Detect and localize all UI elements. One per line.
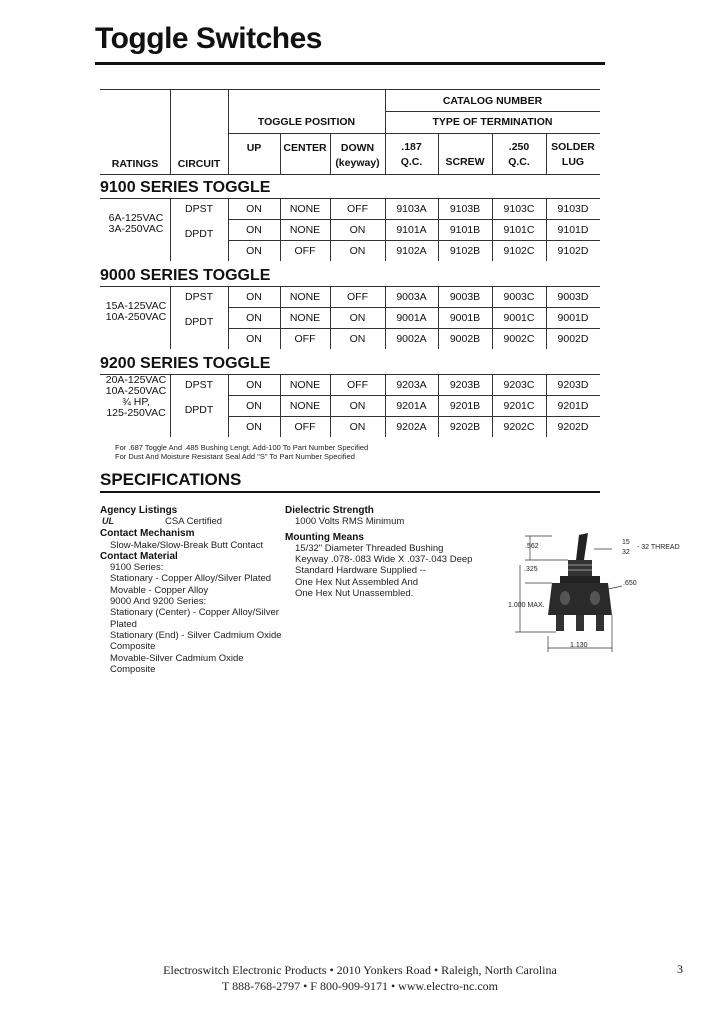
catalog-number-cell: 9102A: [396, 245, 427, 257]
catalog-number-cell: 9203C: [503, 379, 535, 391]
rating-value: 15A-125VAC: [105, 300, 167, 312]
dim-650: .650: [623, 580, 637, 587]
contact-material-line: Stationary - Copper Alloy/Silver Plated: [110, 573, 272, 585]
position-cell: OFF: [294, 333, 316, 345]
circuit-cell: DPDT: [184, 404, 214, 416]
footer-address: Electroswitch Electronic Products • 2010 Yonkers Road • Raleigh, North Carolina: [163, 963, 557, 977]
catalog-number-cell: 9103A: [396, 203, 427, 215]
catalog-number-cell: 9101A: [396, 224, 427, 236]
catalog-number-cell: 9202D: [557, 421, 589, 433]
dim-line: [604, 586, 622, 590]
catalog-number-cell: 9101B: [449, 224, 481, 236]
position-cell: ON: [246, 421, 262, 433]
rating-value: 125-250VAC: [106, 407, 166, 419]
series-title: 9000 SERIES TOGGLE: [100, 267, 271, 284]
position-cell: NONE: [289, 379, 321, 391]
mounting-line: 15/32" Diameter Threaded Bushing: [295, 542, 444, 554]
dielectric-value: 1000 Volts RMS Minimum: [295, 516, 405, 528]
position-cell: NONE: [289, 291, 321, 303]
series-rule: [100, 374, 600, 375]
position-cell: ON: [349, 421, 366, 433]
position-cell: ON: [349, 224, 366, 236]
catalog-number-cell: 9003D: [557, 291, 589, 303]
ratings-header: RATINGS: [111, 158, 159, 170]
catalog-number-cell: 9202B: [449, 421, 481, 433]
circuit-cell: DPDT: [184, 228, 214, 240]
position-cell: ON: [246, 203, 262, 215]
dim-562: .562: [525, 543, 539, 550]
termination-header: TYPE OF TERMINATION: [432, 116, 553, 128]
catalog-number-cell: 9201C: [503, 400, 535, 412]
body-detail: [560, 591, 570, 605]
circuit-cell: DPST: [184, 203, 213, 215]
note: For .687 Toggle And .485 Bushing Lengt. Add-100 To Part Number Specified: [115, 443, 369, 452]
catalog-number-cell: 9003B: [449, 291, 481, 303]
center-header: CENTER: [283, 142, 327, 154]
solder-header-2: LUG: [561, 156, 585, 168]
contact-material-line: Movable-Silver Cadmium Oxide Composite: [110, 652, 244, 675]
dim-thread-b: 32: [622, 549, 630, 556]
mounting-line: Keyway .078-.083 Wide X .037-.043 Deep: [295, 554, 473, 566]
screw-header: SCREW: [445, 156, 485, 168]
contact-material-line: Stationary (Center) - Copper Alloy/Silver Plated: [110, 607, 279, 630]
position-cell: NONE: [289, 203, 321, 215]
solder-header: SOLDER: [551, 141, 595, 153]
qc187-header: .187: [401, 141, 422, 153]
catalog-rule: [385, 111, 600, 112]
position-cell: OFF: [294, 245, 316, 257]
qc250-header: .250: [508, 141, 530, 153]
spec-left-column: [100, 505, 290, 675]
catalog-number-cell: 9003C: [503, 291, 535, 303]
catalog-number-cell: 9001A: [396, 312, 427, 324]
position-cell: ON: [246, 224, 262, 236]
position-cell: OFF: [347, 291, 368, 303]
catalog-number-cell: 9001C: [503, 312, 535, 324]
catalog-number-cell: 9102B: [449, 245, 481, 257]
dim-thread-a: 15: [622, 539, 630, 546]
page-title: Toggle Switches: [95, 22, 322, 55]
catalog-number-cell: 9101C: [503, 224, 535, 236]
series-rule: [100, 286, 600, 287]
position-cell: NONE: [289, 312, 321, 324]
title-rule: [95, 62, 605, 65]
csa-certified: CSA Certified: [165, 516, 223, 528]
circuit-cell: DPST: [184, 291, 213, 303]
rating-value: ¾ HP,: [122, 396, 150, 408]
catalog-number-cell: 9103B: [449, 203, 481, 215]
note: For Dust And Moisture Resistant Seal Add "S" To Part Number Specified: [115, 452, 355, 461]
position-cell: ON: [246, 400, 262, 412]
hex-nut: [560, 576, 600, 583]
row-rule: [228, 240, 600, 241]
position-cell: OFF: [294, 421, 316, 433]
row-rule: [228, 219, 600, 220]
rating-value: 10A-250VAC: [105, 385, 167, 397]
footer: [0, 962, 720, 994]
specifications-heading: SPECIFICATIONS: [100, 470, 242, 489]
page-number: 3: [677, 962, 683, 976]
table-top-rule: [100, 89, 600, 90]
col-divider: [228, 89, 229, 174]
terminal: [576, 615, 584, 631]
position-cell: ON: [349, 312, 366, 324]
position-cell: ON: [246, 245, 262, 257]
row-rule: [228, 328, 600, 329]
catalog-number-cell: 9002C: [503, 333, 535, 345]
rating-value: 10A-250VAC: [105, 311, 167, 323]
down-header: DOWN: [340, 142, 375, 154]
catalog-number-header: CATALOG NUMBER: [442, 95, 543, 107]
position-cell: ON: [246, 333, 262, 345]
rating-value: 20A-125VAC: [105, 374, 167, 386]
catalog-number-cell: 9201D: [557, 400, 589, 412]
catalog-number-cell: 9002A: [396, 333, 427, 345]
toggle-lever: [576, 533, 588, 560]
contact-material-line: Movable - Copper Alloy: [110, 584, 209, 596]
position-cell: NONE: [289, 400, 321, 412]
agency-heading: Agency Listings: [100, 505, 178, 516]
catalog-number-cell: 9203A: [396, 379, 427, 391]
catalog-number-cell: 9001D: [557, 312, 589, 324]
catalog-number-cell: 9202A: [396, 421, 427, 433]
series-title: 9100 SERIES TOGGLE: [100, 179, 271, 196]
bushing: [568, 560, 592, 578]
position-cell: ON: [349, 245, 366, 257]
mounting-heading: Mounting Means: [285, 531, 364, 543]
header-bottom-rule: [100, 174, 600, 175]
position-cell: ON: [246, 291, 262, 303]
qc250-header-2: Q.C.: [508, 156, 530, 168]
catalog-number-cell: 9102D: [557, 245, 589, 257]
catalog-number-cell: 9202C: [503, 421, 535, 433]
ul-logo: UL: [102, 516, 114, 527]
series-title: 9200 SERIES TOGGLE: [100, 355, 271, 372]
series-rule: [100, 198, 600, 199]
dim-325: .325: [524, 566, 538, 573]
dim-thread: - 32 THREAD: [637, 544, 680, 551]
circuit-cell: DPDT: [184, 316, 214, 328]
spec-rule: [100, 491, 600, 493]
row-rule: [228, 416, 600, 417]
keyway-header: (keyway): [335, 157, 380, 169]
position-cell: ON: [349, 333, 366, 345]
catalog-number-cell: 9102C: [503, 245, 535, 257]
dim-width: 1.130: [570, 642, 588, 649]
spec-right-column: [285, 505, 515, 599]
catalog-number-cell: 9002D: [557, 333, 589, 345]
mounting-line: Standard Hardware Supplied --: [295, 565, 426, 577]
table-notes: [115, 443, 368, 461]
catalog-number-cell: 9101D: [557, 224, 589, 236]
catalog-number-cell: 9001B: [449, 312, 481, 324]
up-header: UP: [246, 142, 262, 154]
terminal: [556, 615, 564, 631]
circuit-header: CIRCUIT: [177, 158, 221, 170]
toggle-position-header: TOGGLE POSITION: [257, 116, 356, 128]
contact-mechanism: Slow-Make/Slow-Break Butt Contact: [110, 539, 264, 551]
catalog-number-cell: 9201A: [396, 400, 427, 412]
switch-body: [548, 583, 612, 615]
position-cell: OFF: [347, 203, 368, 215]
contact-material-line: Stationary (End) - Silver Cadmium Oxide Composite: [110, 629, 282, 653]
mounting-line: One Hex Nut Assembled And: [295, 576, 419, 588]
body-detail: [590, 591, 600, 605]
rating-value: 3A-250VAC: [108, 223, 164, 235]
position-cell: NONE: [289, 224, 321, 236]
position-cell: OFF: [347, 379, 368, 391]
catalog-number-cell: 9103D: [557, 203, 589, 215]
circuit-cell: DPST: [184, 379, 213, 391]
catalog-number-cell: 9103C: [503, 203, 535, 215]
contact-material-line: 9100 Series:: [110, 562, 164, 574]
terminal: [596, 615, 604, 631]
dielectric-heading: Dielectric Strength: [285, 505, 374, 516]
catalog-number-cell: 9201B: [449, 400, 481, 412]
contact-material-line: 9000 And 9200 Series:: [110, 596, 207, 608]
row-rule: [228, 395, 600, 396]
position-cell: ON: [349, 400, 366, 412]
dim-height: 1.000 MAX.: [508, 602, 545, 609]
footer-contact: T 888-768-2797 • F 800-909-9171 • www.electro-nc.com: [221, 979, 499, 993]
catalog-number-cell: 9203D: [557, 379, 589, 391]
position-cell: ON: [246, 379, 262, 391]
toggle-rule: [228, 133, 600, 134]
mounting-line: One Hex Nut Unassembled.: [295, 588, 414, 600]
contact-material-heading: Contact Material: [100, 550, 178, 562]
contact-mechanism-heading: Contact Mechanism: [100, 528, 195, 540]
rating-value: 6A-125VAC: [108, 212, 164, 224]
catalog-number-cell: 9002B: [449, 333, 481, 345]
position-cell: ON: [246, 312, 262, 324]
catalog-number-cell: 9203B: [449, 379, 481, 391]
row-rule: [228, 307, 600, 308]
catalog-number-cell: 9003A: [396, 291, 427, 303]
qc187-header-2: Q.C.: [400, 156, 423, 168]
